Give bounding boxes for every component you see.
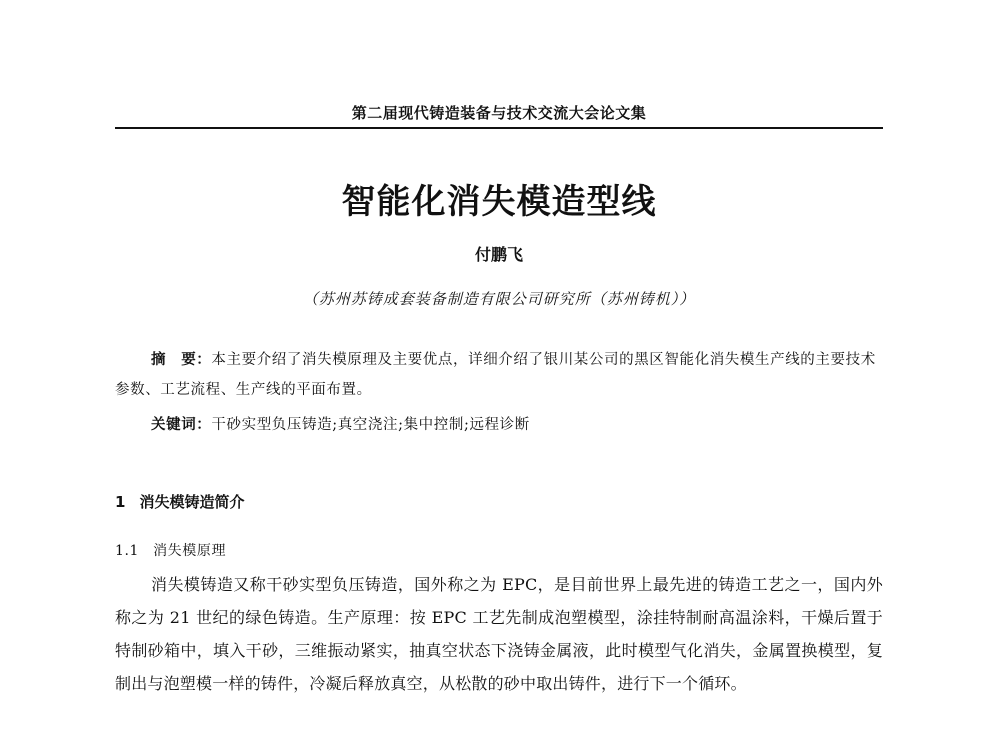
section-heading bbox=[115, 491, 244, 512]
subsection-number: 1.1 bbox=[115, 543, 140, 559]
subsection-title: 消失模原理 bbox=[153, 543, 227, 559]
paper-title: 智能化消失模造型线 bbox=[341, 182, 657, 222]
subsection-heading bbox=[115, 540, 226, 560]
author-name: 付鹏飞 bbox=[474, 245, 523, 264]
header-rule bbox=[115, 127, 883, 129]
keywords bbox=[151, 413, 530, 434]
author-affiliation: （苏州苏铸成套装备制造有限公司研究所（苏州铸机）） bbox=[302, 290, 696, 308]
abstract-text: 本主要介绍了消失模原理及主要优点，详细介绍了银川某公司的黑区智能化消失模生产线的主要技术参数、工艺流程、生产线的平面布置。 bbox=[115, 352, 876, 398]
running-head: 第二届现代铸造装备与技术交流大会论文集 bbox=[351, 104, 647, 122]
body-paragraph: 消失模铸造又称干砂实型负压铸造，国外称之为 EPC，是目前世界上最先进的铸造工艺之一，国内外称之为 21 世纪的绿色铸造。生产原理：按 EPC 工艺先制成泡塑模型，涂挂特制耐高温涂料，干燥后置于特制砂箱中，填入干砂，三维振动紧实，抽真空状态下浇铸金属液，此时模型气化消失，金属置换模型，复制出与泡塑模一样的铸件，冷凝后释放真空，从松散的砂中取出铸件，进行下一个循环。 bbox=[115, 575, 883, 693]
keywords-text: 干砂实型负压铸造;真空浇注;集中控制;远程诊断 bbox=[211, 417, 530, 433]
abstract bbox=[115, 345, 883, 405]
section-number: 1 bbox=[115, 493, 126, 511]
section-title: 消失模铸造简介 bbox=[139, 493, 245, 511]
keywords-label: 关键词： bbox=[151, 417, 212, 433]
abstract-label: 摘 要： bbox=[151, 352, 212, 368]
